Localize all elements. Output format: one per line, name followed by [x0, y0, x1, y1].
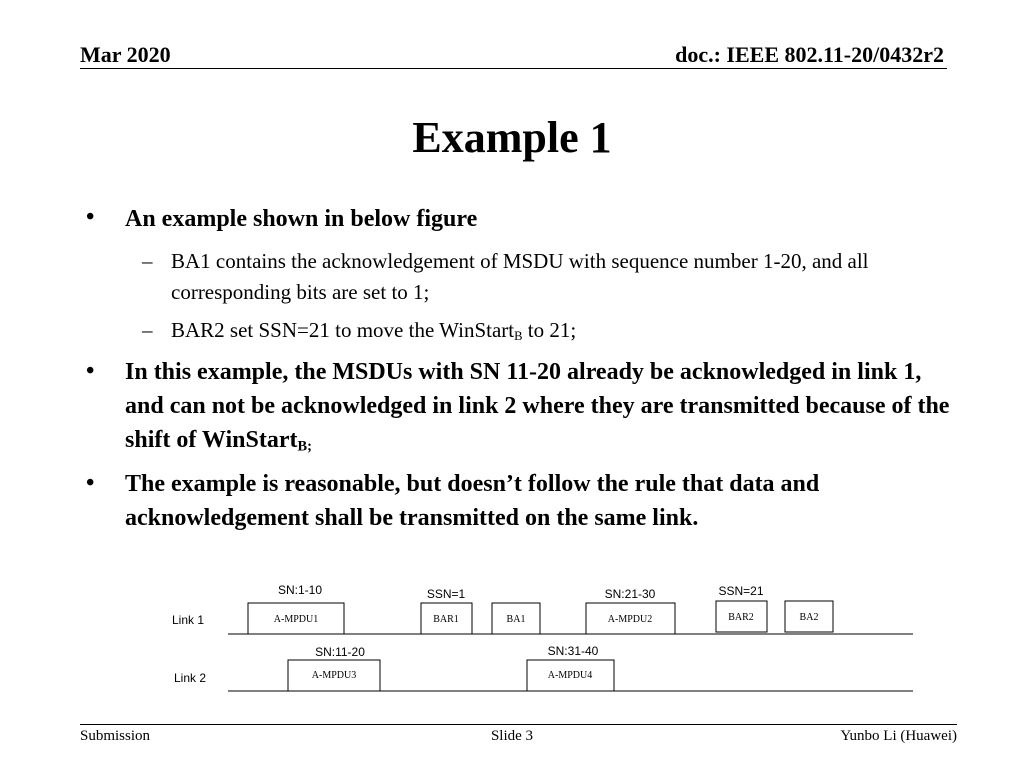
sn-31-40-annotation: SN:31-40: [547, 644, 599, 658]
bullet-2-text: In this example, the MSDUs with SN 11-20 already be acknowledged in link 1, and can not be acknowledged in link 2 where they are transmitted because of the shift of WinStart$_{B;}$: [125, 359, 950, 455]
bar1-label: BAR1: [433, 614, 459, 625]
link-1-label: Link 1: [172, 613, 205, 627]
bullet-3-text: The example is reasonable, but doesn’t follow the rule that data and acknowledgement shall be transmitted on the same link.: [125, 471, 820, 531]
footer-divider: [80, 724, 957, 725]
ba1-label: BA1: [506, 614, 526, 625]
footer-author: Yunbo Li (Huawei): [840, 728, 957, 744]
header-date: Mar 2020: [80, 42, 171, 67]
footer-slide-number: Slide 3: [490, 728, 534, 744]
a-mpdu4-label: A-MPDU4: [547, 670, 593, 681]
ssn-1-annotation: SSN=1: [426, 587, 466, 601]
subbullet-2-text: BAR2 set SSN=21 to move the WinStart$_B$ to 21;: [171, 318, 577, 344]
bullet-marker: •: [86, 358, 95, 384]
sn-1-10-annotation: SN:1-10: [277, 583, 323, 597]
subbullet-dash: –: [142, 318, 153, 342]
slide-title: Example 1: [412, 113, 612, 162]
ba2-label: BA2: [799, 612, 819, 623]
header-doc-number: doc.: IEEE 802.11-20/0432r2: [675, 42, 944, 67]
sn-21-30-annotation: SN:21-30: [604, 587, 656, 601]
bar2-label: BAR2: [728, 612, 754, 623]
footer-submission: Submission: [80, 728, 151, 744]
ssn-21-annotation: SSN=21: [718, 584, 764, 598]
subbullet-dash: –: [142, 249, 153, 273]
a-mpdu1-label: A-MPDU1: [273, 614, 319, 625]
a-mpdu2-label: A-MPDU2: [607, 614, 653, 625]
bullet-1-text: An example shown in below figure: [125, 206, 478, 232]
a-mpdu3-label: A-MPDU3: [311, 670, 357, 681]
subbullet-1-text: BA1 contains the acknowledgement of MSDU with sequence number 1-20, and all corresponding bits are set to 1;: [171, 249, 869, 304]
bullet-marker: •: [86, 470, 95, 496]
sn-11-20-annotation: SN:11-20: [315, 645, 365, 659]
bullet-marker: •: [86, 204, 95, 230]
link-2-label: Link 2: [174, 671, 207, 685]
